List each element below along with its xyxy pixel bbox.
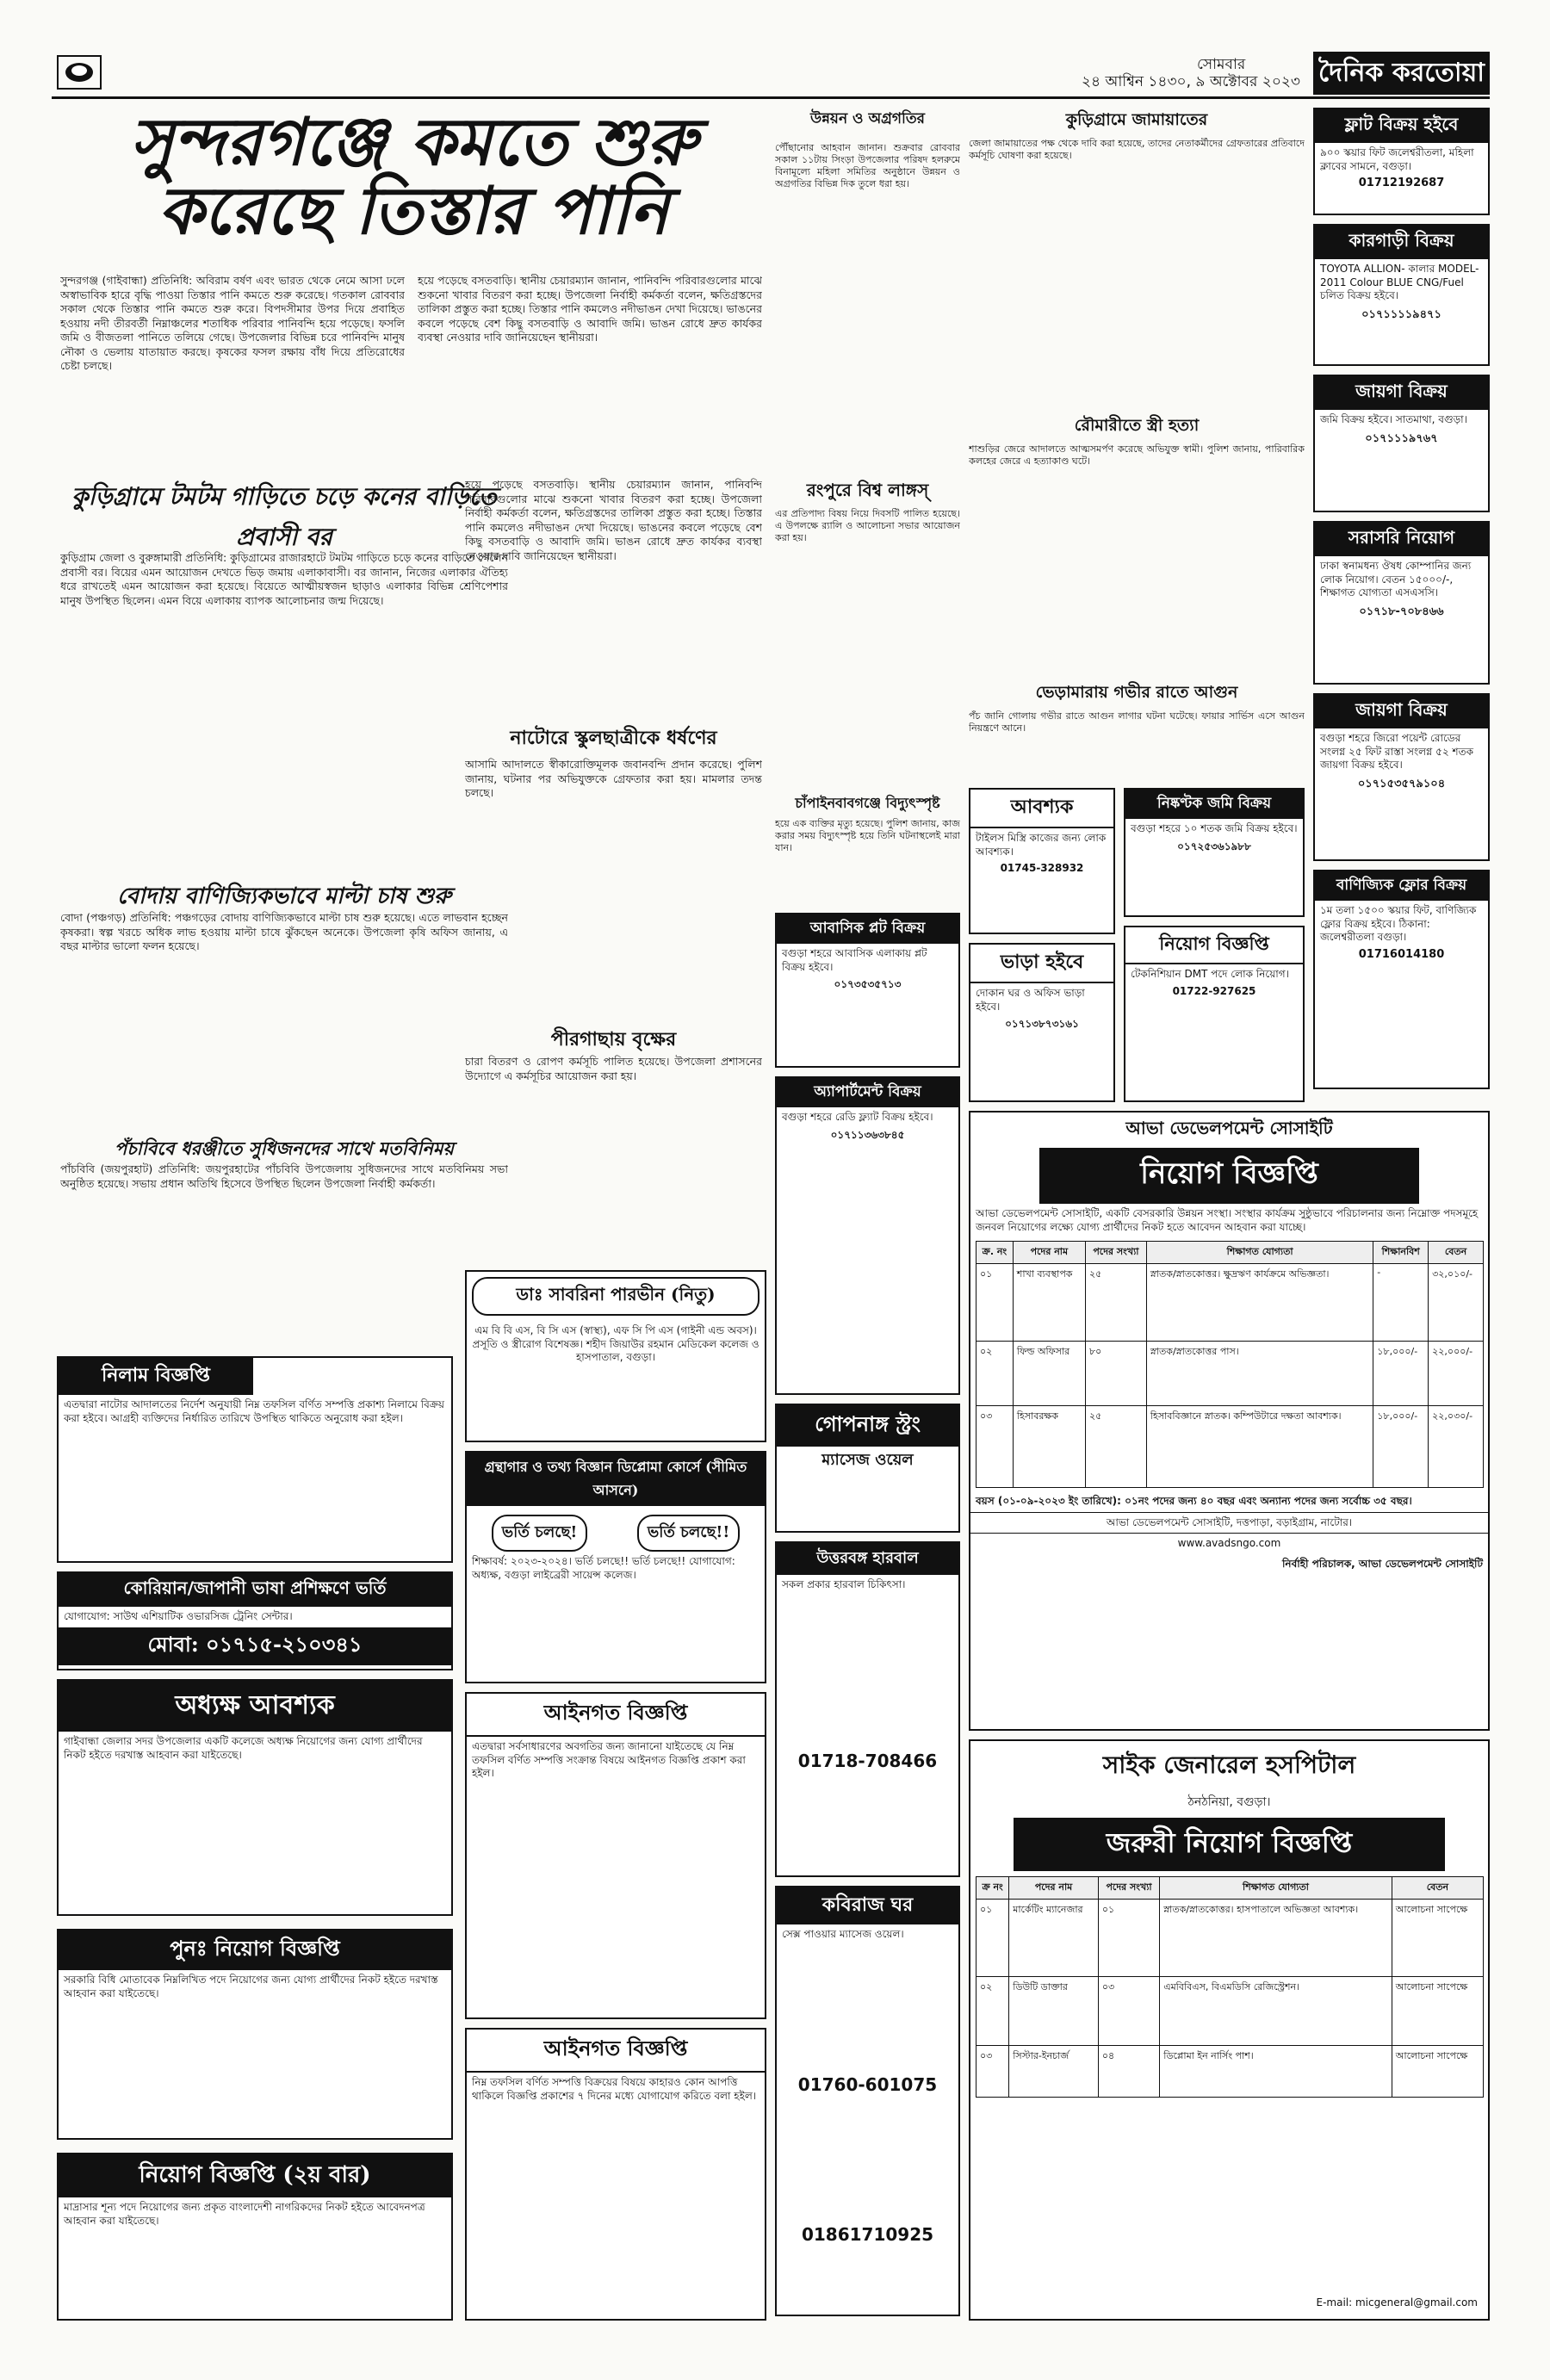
classified-ad	[969, 943, 1115, 1102]
ad-phone: ০১৭১১১১৯৪৭১	[1361, 307, 1442, 321]
story-body: শাশুড়ির জেরে আদালতে আত্মসমর্পণ করেছে অভিযুক্ত স্বামী। পুলিশ জানায়, পারিবারিক কলহের জেরে এ হত্যাকাণ্ড ঘটে।	[969, 443, 1305, 468]
story-body: পঁচ জানি গোলায় গভীর রাতে আগুন লাগার ঘটনা ঘটেছে। ফায়ার সার্ভিস এসে আগুন নিয়ন্ত্রণে আনে।	[969, 710, 1305, 734]
ad-phone: 01745-328932	[1000, 862, 1084, 875]
ad-body: TOYOTA ALLION- কালার MODEL- 2011 Colour BLUE CNG/Fuel চলিত বিক্রয় হইবে।	[1320, 263, 1479, 302]
notice-body: যোগাযোগ: সাউথ এশিয়াটিক ওভারসিজ ট্রেনিং সেন্টার।	[64, 1610, 293, 1622]
ad-body: সকল প্রকার হারবাল চিকিৎসা।	[782, 1578, 906, 1590]
cell: ৩২,০১০/-	[1429, 1264, 1484, 1342]
col-header: পদের নাম	[1009, 1877, 1099, 1900]
ad-phone: ০১৭১৩৮৭৩১৬১	[1005, 1018, 1079, 1031]
ad-phone: 01718-708466	[797, 1750, 938, 1771]
cell: ০৪	[1098, 2046, 1159, 2098]
classified-ad	[1313, 224, 1490, 366]
story-body: পৌঁছানোর আহবান জানান। শুক্রবার রোববার সকাল ১১টায় সিংড়া উপজেলার পরিষদ হলরুমে বিনামূল্যে মহিলা সমিতির অনুষ্ঠানে উন্নয়ন ও অগ্রগতির বিভিন্ন দিক তুলে ধরা হয়।	[775, 142, 960, 190]
story-body: হয়ে পড়েছে বসতবাড়ি। স্থানীয় চেয়ারম্যান জানান, পানিবন্দি পরিবারগুলোর মাঝে শুকনো খাবার বিতরণ করা হচ্ছে। উপজেলা নির্বাহী কর্মকর্তা বলেন, ক্ষতিগ্রস্তদের তালিকা প্রস্তুত করা হচ্ছে। তিস্তার পানি কমলেও নদীভাঙন দেখা দিয়েছে। ভাঙনের কবলে পড়েছে বেশ কিছু বসতবাড়ি ও আবাদি জমি। ভাঙন রোধে দ্রুত কার্যকর ব্যবস্থা নেওয়ার দাবি জানিয়েছেন স্থানীয়রা।	[465, 478, 762, 562]
notice-box	[57, 1929, 453, 2140]
cell: মার্কেটিং ম্যানেজার	[1009, 1900, 1099, 1977]
notice-title: অধ্যক্ষ আবশ্যক	[59, 1681, 451, 1732]
story-body: কুড়িগ্রাম জেলা ও বুরুঙ্গামারী প্রতিনিধি: কুড়িগ্রামের রাজারহাটে টমটম গাড়িতে চড়ে কনের বাড়িতে গেলেন প্রবাসী বর। বিয়ের এমন আয়োজন দেখতে ভিড় জমায় এলাকাবাসী। বর জানান, নিজের এলাকার ঐতিহ্য ধরে রাখতেই এমন আয়োজন করা হয়েছে। বিয়েতে আত্মীয়স্বজন ছাড়াও এলাকার বিভিন্ন শ্রেণিপেশার মানুষ উপস্থিত ছিলেন। এমন বিয়ে এলাকায় ব্যাপক আলোচনার জন্ম দিয়েছে।	[60, 551, 508, 607]
cell: ২৫	[1085, 1264, 1146, 1342]
legal-title: আইনগত বিজ্ঞপ্তি	[467, 1694, 765, 1737]
notice-body: গাইবান্ধা জেলার সদর উপজেলার একটি কলেজে অধ্যক্ষ নিয়োগের জন্য যোগ্য প্রার্থীদের নিকট হইতে দরখাস্ত আহবান করা যাইতেছে।	[64, 1735, 423, 1761]
course-title: গ্রন্থাগার ও তথ্য বিজ্ঞান ডিপ্লোমা কোর্সে (সীমিত আসনে)	[467, 1453, 765, 1506]
ad-title: সরাসরি নিয়োগ	[1315, 523, 1488, 556]
classified-ad	[1313, 375, 1490, 512]
notice-body: সরকারি বিধি মোতাবেক নিম্নলিখিত পদে নিয়োগের জন্য যোগ্য প্রার্থীদের নিকট হইতে দরখাস্ত আহবান করা যাইতেছে।	[64, 1974, 438, 1999]
classified-ad	[1313, 870, 1490, 1089]
cell: ১৮,০০০/-	[1373, 1342, 1429, 1406]
ad-body: জমি বিক্রয় হইবে। সাতমাথা, বগুড়া।	[1320, 413, 1467, 425]
story-body: আসামি আদালতে স্বীকারোক্তিমূলক জবানবন্দি প্রদান করেছে। পুলিশ জানায়, ঘটনার পর অভিযুক্তকে গ্রেফতার করা হয়। মামলার তদন্ত চলছে।	[465, 758, 762, 799]
masthead-emblem	[57, 55, 102, 90]
cell: আলোচনা সাপেক্ষে	[1392, 1900, 1483, 1977]
cell: ফিল্ড অফিসার	[1013, 1342, 1085, 1406]
ad-title: অ্যাপার্টমেন্ট বিক্রয়	[777, 1078, 958, 1107]
lead-body-2: হয়ে পড়েছে বসতবাড়ি। স্থানীয় চেয়ারম্যান জানান, পানিবন্দি পরিবারগুলোর মাঝে শুকনো খাবার বিতরণ করা হচ্ছে। উপজেলা নির্বাহী কর্মকর্তা বলেন, ক্ষতিগ্রস্তদের তালিকা প্রস্তুত করা হচ্ছে। তিস্তার পানি কমলেও নদীভাঙন দেখা দিয়েছে। ভাঙনের কবলে পড়েছে বেশ কিছু বসতবাড়ি ও আবাদি জমি। ভাঙন রোধে দ্রুত কার্যকর ব্যবস্থা নেওয়ার দাবি জানিয়েছেন স্থানীয়রা।	[418, 274, 762, 344]
notice-phone: মোবা: ০১৭১৫-২১০৩৪১	[59, 1627, 451, 1665]
col-header: পদের সংখ্যা	[1098, 1877, 1159, 1900]
legal-notice	[465, 1692, 766, 2019]
cell: স্নাতক/স্নাতকোত্তর। ক্ষুদ্রঋণ কার্যক্রমে অভিজ্ঞতা।	[1146, 1264, 1373, 1342]
table-header-row	[976, 1242, 1484, 1264]
ad-body: বগুড়া শহরে ১০ শতক জমি বিক্রয় হইবে।	[1131, 822, 1298, 834]
classified-ad	[969, 788, 1115, 934]
ad-title: নিষ্কণ্টক জমি বিক্রয়	[1125, 790, 1303, 819]
story-body: এর প্রতিপাদ্য বিষয় নিয়ে দিবসটি পালিত হয়েছে। এ উপলক্ষে র‍্যালি ও আলোচনা সভার আয়োজন করা হয়।	[775, 508, 960, 544]
cell: ০২	[976, 1977, 1009, 2046]
hospital-name: সাইক জেনারেল হসপিটাল	[1102, 1751, 1356, 1779]
legal-notice	[465, 2028, 766, 2321]
ad-body: ৯০০ স্কয়ার ফিট জলেশ্বরীতলা, মহিলা ক্লাবের সামনে, বগুড়া।	[1320, 146, 1474, 172]
story-body: হয়ে এক ব্যক্তির মৃত্যু হয়েছে। পুলিশ জানায়, কাজ করার সময় বিদ্যুৎস্পৃষ্ট হয়ে তিনি ঘটনাস্থলেই মারা যান।	[775, 818, 960, 854]
cell: ০৩	[976, 1406, 1014, 1488]
ad-title: উত্তরবঙ্গ হারবাল	[777, 1543, 958, 1575]
header-rule	[52, 96, 1490, 99]
ad-phone: ০১৭৩৫৩৫৭১৩	[834, 978, 902, 991]
ad-title: ভাড়া হইবে	[970, 945, 1113, 983]
classified-ad	[1313, 108, 1490, 215]
cell: হিসাববিজ্ঞানে স্নাতক। কম্পিউটারে দক্ষতা আবশ্যক।	[1146, 1406, 1373, 1488]
ad-title: কারগাড়ী বিক্রয়	[1315, 226, 1488, 259]
cell: ০৩	[976, 2046, 1009, 2098]
story-title: পঁচাবিবে ধরঞ্জীতে সুধিজনদের সাথে মতবিনিময়	[115, 1137, 454, 1159]
masthead: দৈনিক করতোয়া	[1313, 52, 1490, 95]
story-body: চারা বিতরণ ও রোপণ কর্মসূচি পালিত হয়েছে। উপজেলা প্রশাসনের উদ্যোগে এ কর্মসূচির আয়োজন করা হয়।	[465, 1055, 762, 1082]
classified-ad	[1124, 926, 1305, 1102]
cell: স্নাতক/স্নাতকোত্তর। হাসপাতালে অভিজ্ঞতা আবশ্যক।	[1160, 1900, 1392, 1977]
notice-box	[57, 2153, 453, 2321]
ad-phone: 01861710925	[801, 2223, 934, 2245]
story-title: রংপুরে বিশ্ব লাঙ্গস্	[806, 480, 929, 500]
cell: ডিউটি ডাক্তার	[1009, 1977, 1099, 2046]
classified-ad	[1124, 788, 1305, 917]
notice-box	[57, 1679, 453, 1916]
cell: আলোচনা সাপেক্ষে	[1392, 1977, 1483, 2046]
classified-ad	[1313, 521, 1490, 685]
lead-headline: সুন্দরগঞ্জে কমতে শুরু করেছে তিস্তার পানি	[130, 103, 697, 249]
hospital-recruitment	[969, 1739, 1490, 2321]
col-header: শিক্ষানবিশ	[1373, 1242, 1429, 1264]
cell: ০৩	[1098, 1977, 1159, 2046]
legal-title: আইনগত বিজ্ঞপ্তি	[467, 2030, 765, 2073]
admission-badge: ভর্তি চলছে!!	[637, 1515, 740, 1552]
story-body: বোদা (পঞ্চগড়) প্রতিনিধি: পঞ্চগড়ের বোদায় বাণিজ্যিকভাবে মাল্টা চাষ শুরু হয়েছে। এতে লাভবান হচ্ছেন কৃষকরা। স্বল্প খরচে অধিক লাভ হওয়ায় মাল্টা চাষে ঝুঁকছেন অনেকে। উপজেলা কৃষি অফিস জানায়, এ বছর মাল্টার ভালো ফলন হয়েছে।	[60, 911, 508, 952]
ad-title: আবাসিক প্লট বিক্রয়	[777, 914, 958, 944]
ad-phone: 01716014180	[1358, 947, 1445, 961]
course-ad	[465, 1451, 766, 1683]
story-title: উন্নয়ন ও অগ্রগতির	[809, 110, 926, 127]
recruitment-title: জরুরী নিয়োগ বিজ্ঞপ্তি	[1014, 1818, 1445, 1871]
ad-body: বগুড়া শহরে জিরো পয়েন্ট রোডের সংলগ্ন ২৫ ফিট রাস্তা সংলগ্ন ৫২ শতক জায়গা বিক্রয় হইবে।	[1320, 732, 1473, 772]
cell: ০১	[976, 1264, 1014, 1342]
story-title: চাঁপাইনবাবগঞ্জে বিদ্যুৎস্পৃষ্ট	[795, 795, 940, 811]
ad-body: বগুড়া শহরে আবাসিক এলাকায় প্লট বিক্রয় হইবে।	[782, 947, 927, 973]
notice-title: নিলাম বিজ্ঞপ্তি	[59, 1358, 253, 1395]
cell: ডিপ্লোমা ইন নার্সিং পাশ।	[1160, 2046, 1392, 2098]
table-row	[976, 1406, 1484, 1488]
classified-ad	[775, 913, 960, 1068]
cell: ২২,০০০/-	[1429, 1342, 1484, 1406]
lead-body-1: সুন্দরগঞ্জ (গাইবান্ধা) প্রতিনিধি: অবিরাম বর্ষণ এবং ভারত থেকে নেমে আসা ঢলে অস্বাভাবিক হারে বৃদ্ধি পাওয়া তিস্তার পানি কমতে শুরু করেছে। গতকাল রোববার সকাল থেকে তিস্তার পানি কমতে শুরু করে। বিপদসীমার উপর দিয়ে প্রবাহিত হওয়ায় নদী তীরবর্তী নিম্নাঞ্চলের শতাধিক পরিবার পানিবন্দি হয়ে পড়েছে। ফসলি জমি ও বীজতলা পানিতে তলিয়ে গেছে। উপজেলার বিভিন্ন চরে পানিবন্দি মানুষ নৌকা ও ভেলায় যাতায়াত করছে। কৃষকের ফসল রক্ষায় বাঁধ দিয়ে প্রতিরোধের চেষ্টা চলছে।	[60, 274, 405, 372]
ad-body: ঢাকা স্বনামধন্য ঔষধ কোম্পানির জন্য লোক নিয়োগ। বেতন ১৫০০০/-, শিক্ষাগত যোগ্যতা এসএসসি।	[1320, 560, 1472, 599]
age-limit: বয়স (০১-০৯-২০২৩ ইং তারিখে): ০১নং পদের জন্য ৪০ বছর এবং অন্যান্য পদের জন্য সর্বোচ্চ ৩৫ বছর।	[976, 1495, 1412, 1508]
col-header: ক্র. নং	[976, 1242, 1014, 1264]
cell: স্নাতক/স্নাতকোত্তর পাস।	[1146, 1342, 1373, 1406]
cell: ০১	[1098, 1900, 1159, 1977]
story-title: কুড়িগ্রামে জামায়াতের	[1065, 110, 1208, 129]
notice-body: এতদ্বারা নাটোর আদালতের নির্দেশ অনুযায়ী নিম্ন তফসিল বর্ণিত সম্পত্তি প্রকাশ্য নিলামে বিক্রয় করা হইবে। আগ্রহী ব্যক্তিদের নির্ধারিত তারিখে উপস্থিত থাকিতে অনুরোধ করা হইল।	[64, 1398, 444, 1424]
doctor-name: ডাঃ সাবরিনা পারভীন (নিতু)	[472, 1277, 760, 1316]
recruitment-title: নিয়োগ বিজ্ঞপ্তি	[1039, 1148, 1419, 1204]
ad-body: সেক্স পাওয়ার ম্যাসেজ ওয়েল।	[782, 1928, 904, 1940]
notice-title: পুনঃ নিয়োগ বিজ্ঞপ্তি	[59, 1931, 451, 1970]
cell: আলোচনা সাপেক্ষে	[1392, 2046, 1483, 2098]
ad-title: ফ্লাট বিক্রয় হইবে	[1315, 109, 1488, 143]
doctor-ad	[465, 1270, 766, 1442]
ad-phone: ০১৭১৮-৭০৮৪৬৬	[1359, 604, 1444, 618]
cell: ০১	[976, 1900, 1009, 1977]
ad-title: জায়গা বিক্রয়	[1315, 695, 1488, 728]
col-header: ক্র নং	[976, 1877, 1009, 1900]
ad-title: বাণিজ্যিক ফ্লোর বিক্রয়	[1315, 871, 1488, 901]
web-link[interactable]: www.avadsngo.com	[1177, 1537, 1281, 1550]
classified-ad	[1313, 693, 1490, 861]
classified-ad	[775, 1541, 960, 1877]
legal-body: এতদ্বারা সর্বসাধারণের অবগতির জন্য জানানো যাইতেছে যে নিম্ন তফসিল বর্ণিত সম্পত্তি সংক্রান্ত বিষয়ে আইনগত বিজ্ঞপ্তি প্রকাশ করা হইল।	[472, 1740, 746, 1780]
cell: ৮০	[1085, 1342, 1146, 1406]
notice-box	[57, 1356, 453, 1563]
cell: -	[1373, 1264, 1429, 1342]
org-name: আভা ডেভেলপমেন্ট সোসাইটি	[1125, 1118, 1333, 1138]
ad-phone: ০১৭২৫৩৬১৯৮৮	[1177, 840, 1251, 852]
ad-phone: ০১৭১১৩৬৩৮৪৫	[830, 1128, 905, 1141]
notice-title: কোরিয়ান/জাপানী ভাষা প্রশিক্ষণে ভর্তি	[59, 1573, 451, 1607]
table-row	[976, 1977, 1484, 2046]
positions-table	[976, 1241, 1484, 1488]
cell: সিস্টার-ইনচার্জ	[1009, 2046, 1099, 2098]
story-title: পীরগাছায় বৃক্ষের	[550, 1028, 677, 1051]
col-header: শিক্ষাগত যোগ্যতা	[1146, 1242, 1373, 1264]
ad-phone: 01722-927625	[1172, 984, 1256, 997]
ad-body: ম্যাসেজ ওয়েল	[822, 1451, 914, 1469]
table-row	[976, 1900, 1484, 1977]
ad-body: টাইলস মিস্ত্রি কাজের জন্য লোক আবশ্যক।	[976, 832, 1107, 858]
ad-title: গোপনাঙ্গ স্ট্রং	[777, 1405, 958, 1447]
org-address: আভা ডেভেলপমেন্ট সোসাইটি, দত্তপাড়া, বড়াইগ্রাম, নাটোর।	[970, 1512, 1488, 1534]
table-row	[976, 1264, 1484, 1342]
ad-body: বগুড়া শহরে রেডি ফ্ল্যাট বিক্রয় হইবে।	[782, 1111, 933, 1123]
cell: ২২,০৩০/-	[1429, 1406, 1484, 1488]
col-header: শিক্ষাগত যোগ্যতা	[1160, 1877, 1392, 1900]
classified-ad	[775, 1404, 960, 1533]
notice-title: নিয়োগ বিজ্ঞপ্তি (২য় বার)	[59, 2154, 451, 2197]
cell: এমবিবিএস, বিএমডিসি রেজিস্ট্রেশন।	[1160, 1977, 1392, 2046]
aava-recruitment	[969, 1111, 1490, 1731]
admission-badge: ভর্তি চলছে!	[492, 1515, 588, 1552]
doctor-details: এম বি বি এস, বি সি এস (স্বাস্থ্য), এফ সি পি এস (গাইনী এন্ড অবস)। প্রসূতি ও স্ত্রীরোগ বিশেষজ্ঞ। শহীদ জিয়াউর রহমান মেডিকেল কলেজ ও হাসপাতাল, বগুড়া।	[472, 1324, 760, 1364]
ad-title: নিয়োগ বিজ্ঞপ্তি	[1125, 927, 1303, 964]
col-header: পদের নাম	[1013, 1242, 1085, 1264]
story-title: নাটোরে স্কুলছাত্রীকে ধর্ষণের	[510, 727, 717, 749]
story-title: রৌমারীতে স্ত্রী হত্যা	[1074, 416, 1200, 435]
legal-body: নিম্ন তফসিল বর্ণিত সম্পত্তি বিক্রয়ের বিষয়ে কাহারও কোন আপত্তি থাকিলে বিজ্ঞপ্তি প্রকাশের ৭ দিনের মধ্যে যোগাযোগ করিতে বলা হইল।	[472, 2076, 757, 2102]
header-date: ২৪ আশ্বিন ১৪৩০, ৯ অক্টোবর ২০২৩	[1081, 73, 1300, 90]
ad-phone: 01712192687	[1358, 177, 1445, 190]
story-title: ভেড়ামারায় গভীর রাতে আগুন	[1035, 683, 1238, 702]
ad-phone: 01760-601075	[797, 2073, 938, 2095]
course-body: শিক্ষাবর্ষ: ২০২৩-২০২৪। ভর্তি চলছে!! ভর্তি চলছে!! যোগাযোগ: অধ্যক্ষ, বগুড়া লাইব্রেরী সায়েন্স কলেজ।	[472, 1555, 735, 1581]
table-row	[976, 2046, 1484, 2098]
classified-ad	[775, 1886, 960, 2316]
notice-box	[57, 1571, 453, 1670]
hospital-email[interactable]: E-mail: micgeneral@gmail.com	[1316, 2296, 1478, 2309]
cell: হিসাবরক্ষক	[1013, 1406, 1085, 1488]
ad-body: ১ম তলা ১৫০০ স্কয়ার ফিট, বাণিজ্যিক ফ্লোর বিক্রয় হইবে। ঠিকানা: জলেশ্বরীতলা বগুড়া।	[1320, 904, 1477, 944]
ad-title: আবশ্যক	[970, 790, 1113, 828]
story-title: কুড়িগ্রামে টমটম গাড়িতে চড়ে কনের বাড়িতে প্রবাসী বর	[71, 482, 497, 551]
story-body: জেলা জামায়াতের পক্ষ থেকে দাবি করা হয়েছে, তাদের নেতাকর্মীদের গ্রেফতারের প্রতিবাদে কর্মসূচি ঘোষণা করা হয়েছে।	[969, 138, 1305, 162]
cell: ০২	[976, 1342, 1014, 1406]
ad-title: জায়গা বিক্রয়	[1315, 376, 1488, 410]
ad-phone: ০১৭১১১৯৭৬৭	[1365, 431, 1438, 445]
story-title: বোদায় বাণিজ্যিকভাবে মাল্টা চাষ শুরু	[116, 883, 452, 909]
table-header-row	[976, 1877, 1484, 1900]
col-header: বেতন	[1429, 1242, 1484, 1264]
col-header: পদের সংখ্যা	[1085, 1242, 1146, 1264]
recruitment-intro: আভা ডেভেলপমেন্ট সোসাইটি, একটি বেসরকারি উন্নয়ন সংস্থা। সংস্থার কার্যক্রম সুষ্ঠুভাবে পরিচালনার জন্য নিম্নোক্ত পদসমূহে জনবল নিয়োগের লক্ষ্যে যোগ্য প্রার্থীদের নিকট হতে আবেদন আহবান করা যাচ্ছে।	[976, 1207, 1479, 1233]
positions-table	[976, 1876, 1484, 2098]
ad-body: দোকান ঘর ও অফিস ভাড়া হইবে।	[976, 987, 1085, 1013]
ad-body: টেকনিশিয়ান DMT পদে লোক নিয়োগ।	[1131, 968, 1289, 980]
classified-ad	[775, 1076, 960, 1395]
cell: ২৫	[1085, 1406, 1146, 1488]
table-row	[976, 1342, 1484, 1406]
signatory: নির্বাহী পরিচালক, আভা ডেভেলপমেন্ট সোসাইটি	[1281, 1557, 1483, 1570]
cell: ১৮,০০০/-	[1373, 1406, 1429, 1488]
hospital-place: ঠনঠনিয়া, বগুড়া।	[1187, 1795, 1271, 1809]
ad-phone: ০১৭১৫৩৫৭৯১০৪	[1357, 777, 1446, 790]
header-day: সোমবার	[1197, 56, 1246, 73]
cell: শাখা ব্যবস্থাপক	[1013, 1264, 1085, 1342]
notice-body: মাদ্রাসার শূন্য পদে নিয়োগের জন্য প্রকৃত বাংলাদেশী নাগরিকদের নিকট হইতে আবেদনপত্র আহবান করা যাইতেছে।	[64, 2201, 425, 2227]
col-header: বেতন	[1392, 1877, 1483, 1900]
ad-title: কবিরাজ ঘর	[777, 1887, 958, 1924]
story-body: পাঁচবিবি (জয়পুরহাট) প্রতিনিধি: জয়পুরহাটের পাঁচবিবি উপজেলায় সুধিজনদের সাথে মতবিনিময় সভা অনুষ্ঠিত হয়েছে। সভায় প্রধান অতিথি হিসেবে উপস্থিত ছিলেন উপজেলা নির্বাহী কর্মকর্তা।	[60, 1162, 508, 1190]
